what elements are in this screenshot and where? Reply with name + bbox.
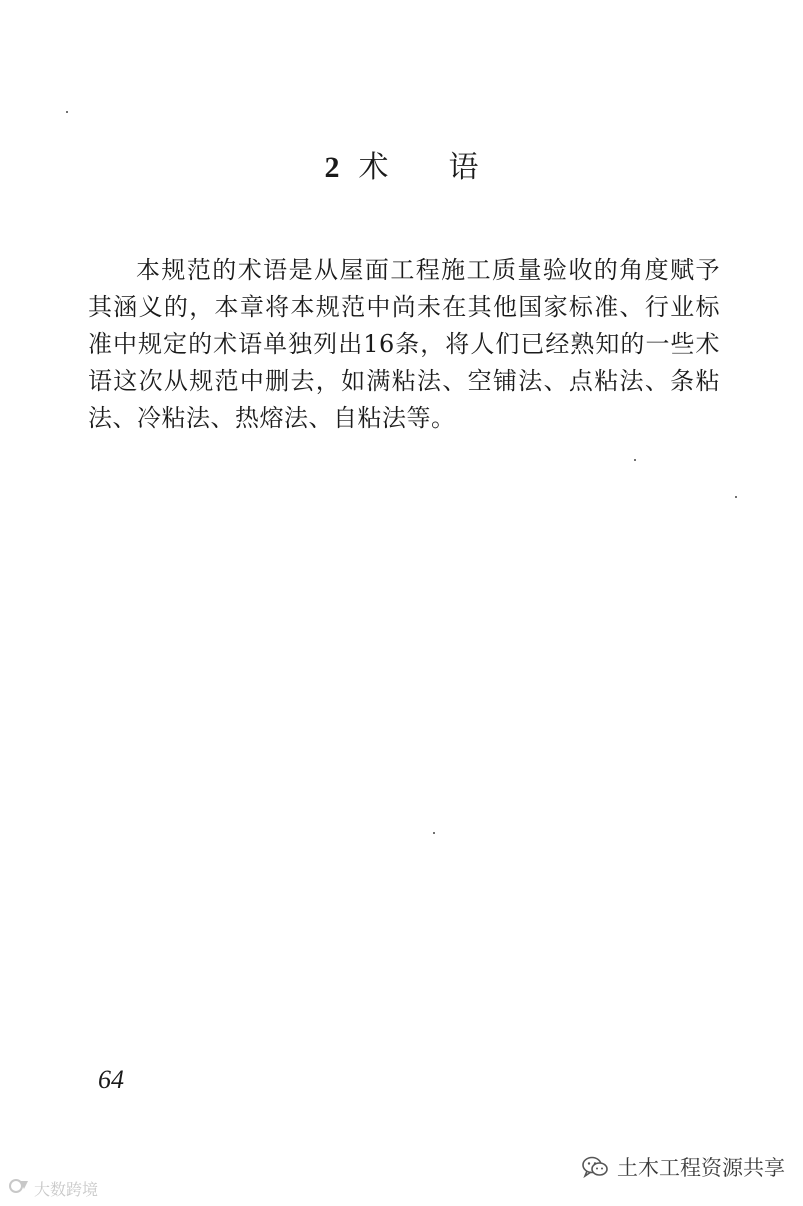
- chapter-heading: [0, 148, 803, 188]
- brand-logo-icon: [8, 1177, 30, 1199]
- chapter-title: 术 语: [358, 150, 479, 185]
- wechat-account-name: 土木工程资源共享: [617, 1156, 785, 1180]
- brand-watermark-text: 大数跨境: [34, 1179, 99, 1199]
- scan-speck: [66, 111, 68, 113]
- chapter-number: 2: [324, 151, 340, 184]
- body-paragraph: 本规范的术语是从屋面工程施工质量验收的角度赋予其涵义的，本章将本规范中尚未在其他国家标准、行业标准中规定的术语单独列出16条，将人们已经熟知的一些术语这次从规范中删去，如满粘法、空铺法、点粘法、条粘法、冷粘法、热熔法、自粘法等。: [88, 256, 720, 432]
- scan-speck: [433, 832, 435, 834]
- scan-speck: [735, 496, 737, 498]
- page-number: 64: [98, 1065, 124, 1094]
- wechat-icon: [581, 1155, 609, 1179]
- scan-speck: [634, 459, 636, 461]
- brand-watermark: [8, 1176, 98, 1200]
- wechat-account-watermark: [581, 1150, 785, 1184]
